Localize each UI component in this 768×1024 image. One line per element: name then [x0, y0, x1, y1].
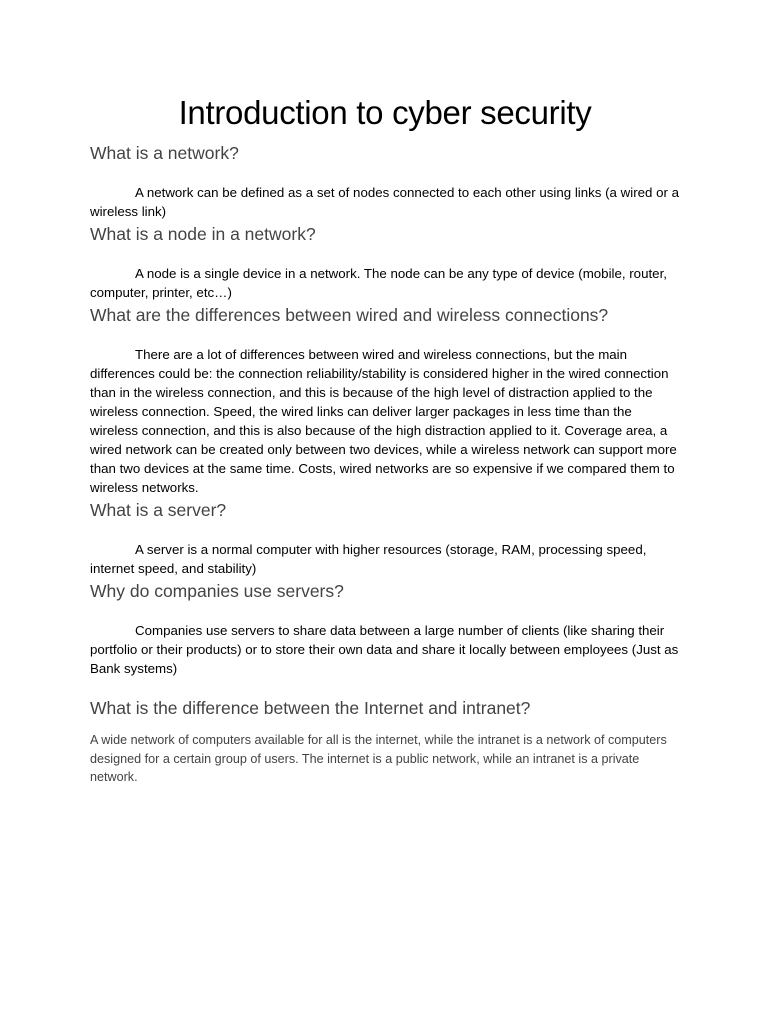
section-heading: What is a node in a network?: [90, 224, 316, 244]
section-server: [90, 497, 680, 578]
spacer: [90, 166, 680, 183]
page-title: Introduction to cyber security: [178, 94, 592, 131]
section-heading: Why do companies use servers?: [90, 581, 344, 601]
section-body: A wide network of computers available for all is the internet, while the intranet is a network of computers designed for a certain group of users. The internet is a public network, while an intranet is a private network.: [90, 733, 667, 784]
spacer: [90, 678, 680, 695]
section-body: A node is a single device in a network. The node can be any type of device (mobile, router, computer, printer, etc…): [90, 266, 667, 300]
section-wired-vs-wireless: [90, 302, 680, 497]
section-heading: What is a network?: [90, 143, 239, 163]
section-body: Companies use servers to share data between a large number of clients (like sharing their portfolio or their products) or to store their own data and share it locally between employees (Just as Bank systems): [90, 623, 679, 676]
section-network: [90, 140, 680, 221]
section-internet-vs-intranet: [90, 695, 680, 787]
section-heading: What is the difference between the Internet and intranet?: [90, 698, 531, 718]
section-why-servers: [90, 578, 680, 678]
spacer: [90, 523, 680, 540]
spacer: [90, 604, 680, 621]
spacer: [90, 328, 680, 345]
section-heading: What is a server?: [90, 500, 227, 520]
section-heading: What are the differences between wired and wireless connections?: [90, 305, 609, 325]
section-body: There are a lot of differences between wired and wireless connections, but the main differences could be: the connection reliability/stability is considered higher in the wired connection than in the wireless connection, and this is because of the high level of distraction applied to the wireless connection. Speed, the wired links can deliver larger packages in less time than the wireless connection, and this is also because of the high distraction applied to it. Coverage area, a wired network can be created only between two devices, while a wireless network can support more than two devices at the same time. Costs, wired networks are so expensive if we compared them to wireless networks.: [90, 347, 677, 495]
section-body: A server is a normal computer with higher resources (storage, RAM, processing speed, internet speed, and stability): [90, 542, 647, 576]
section-node: [90, 221, 680, 302]
spacer: [90, 247, 680, 264]
section-body: A network can be defined as a set of nodes connected to each other using links (a wired or a wireless link): [90, 185, 680, 219]
